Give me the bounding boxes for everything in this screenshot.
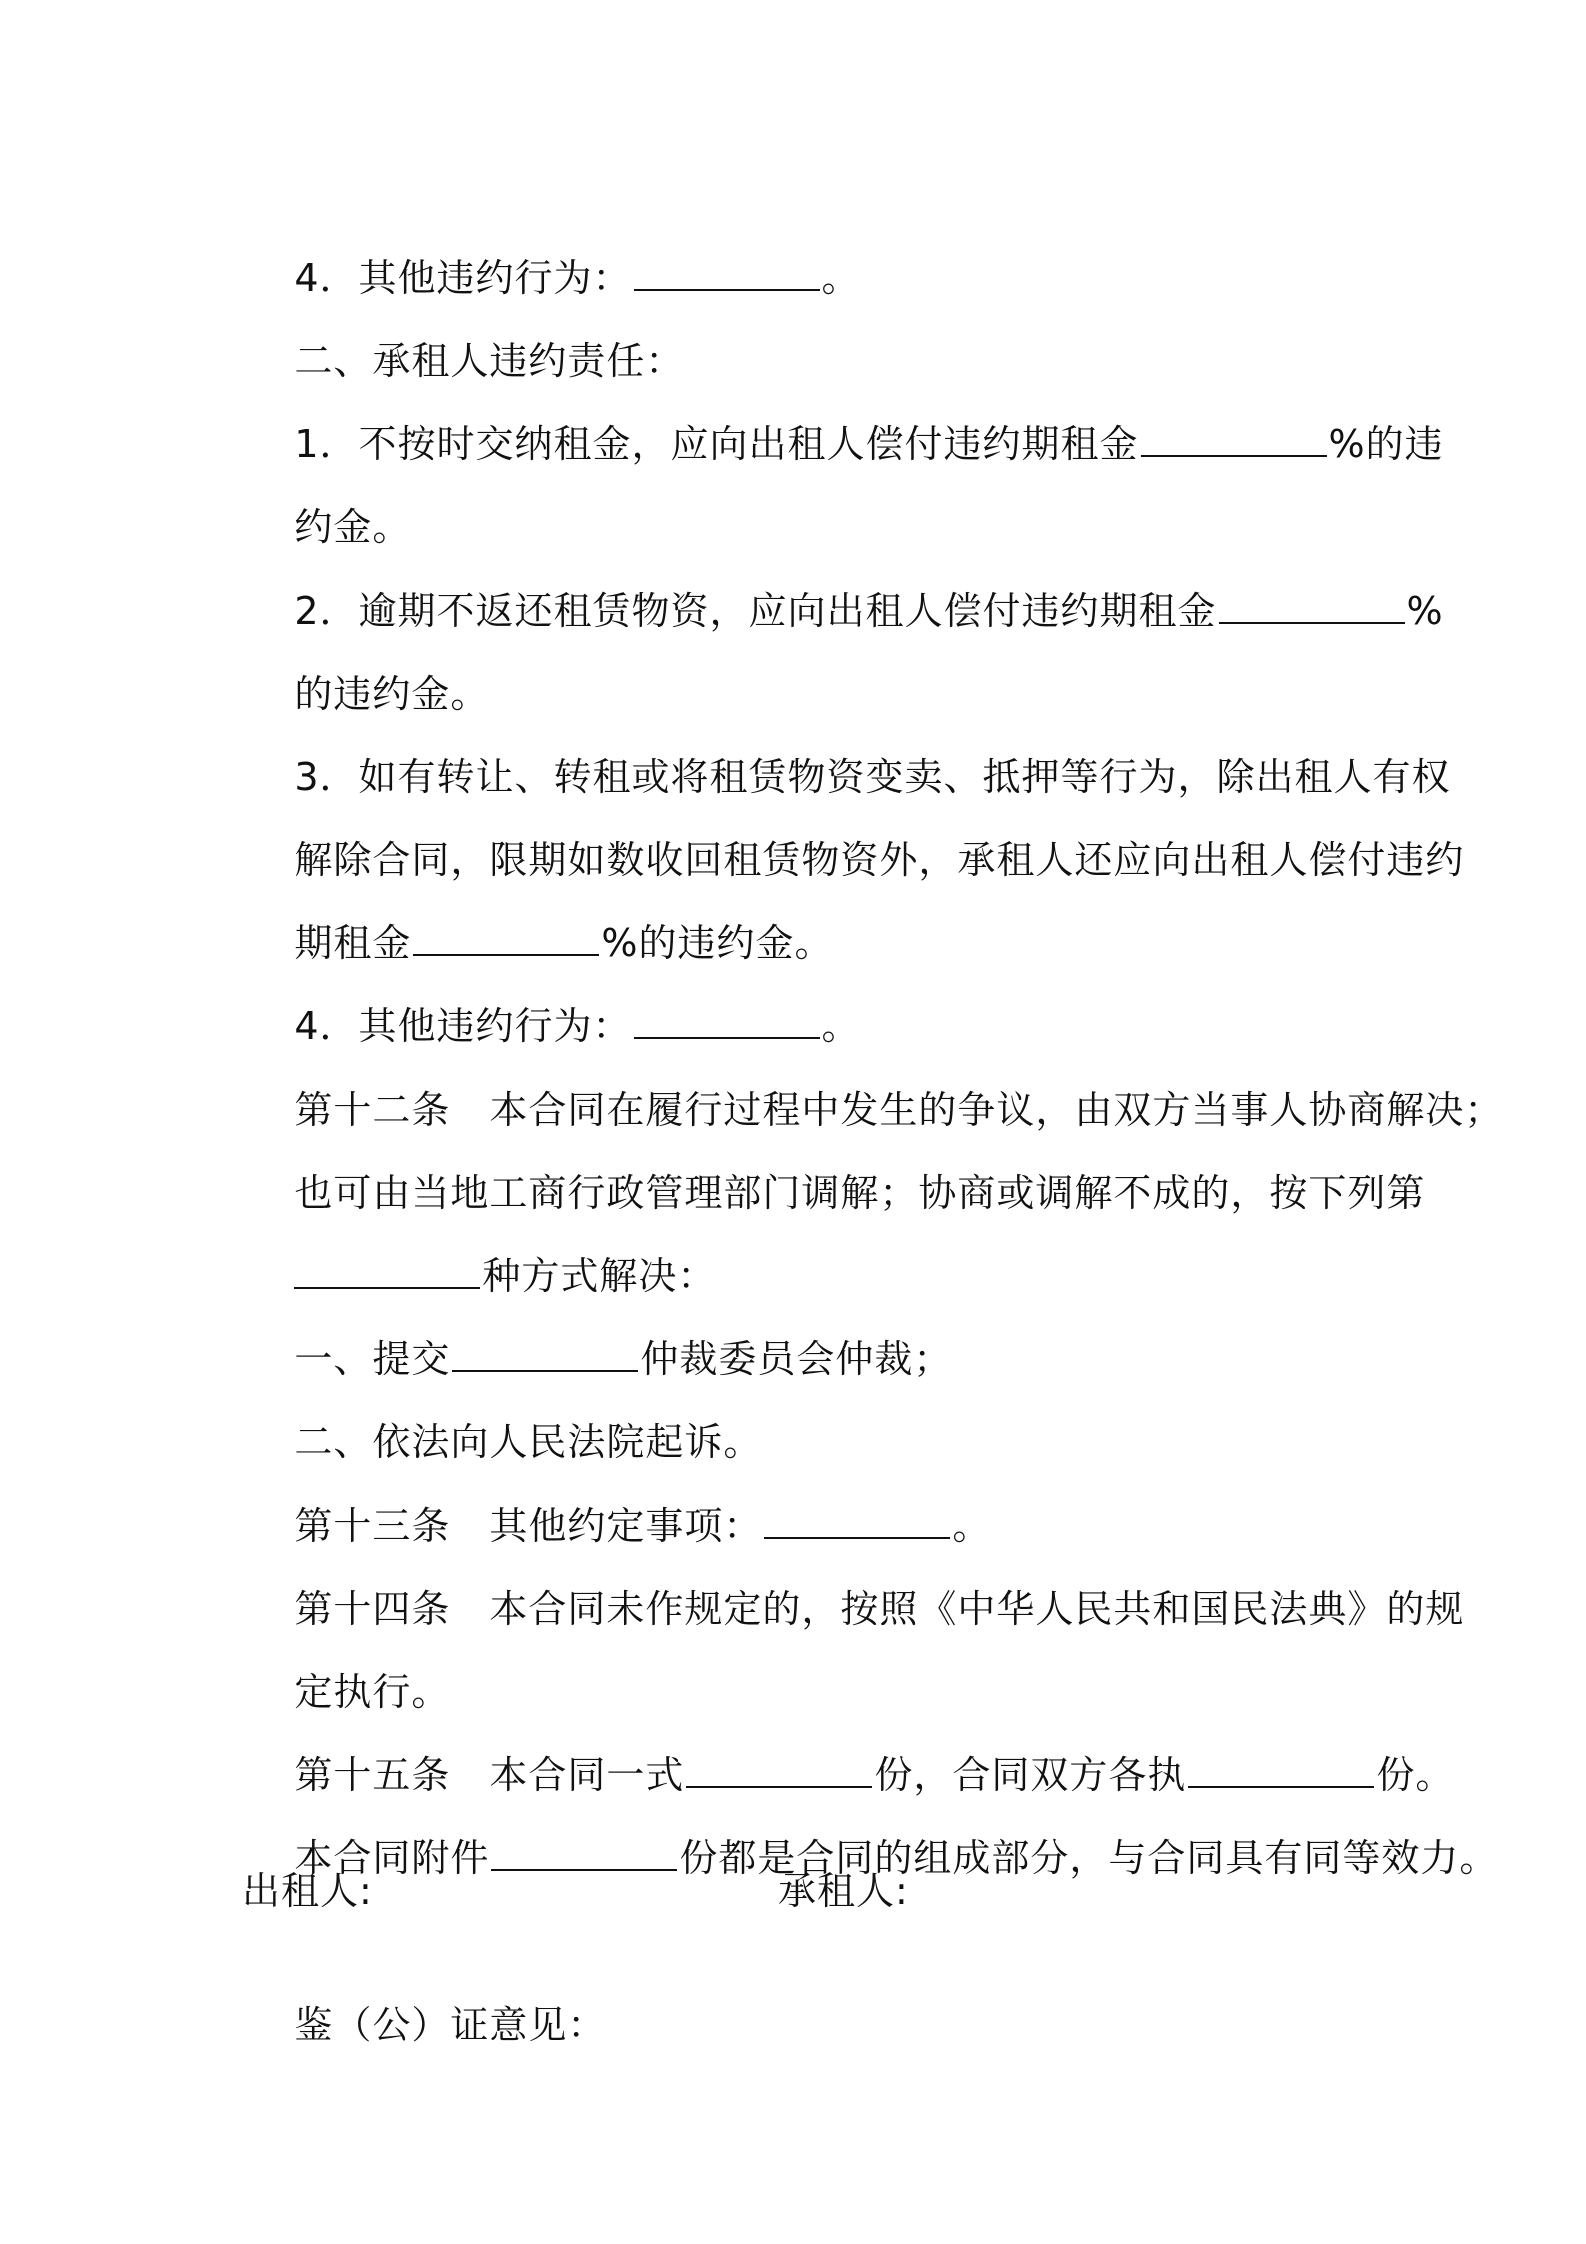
clause-text: 4．其他违约行为：	[294, 1004, 632, 1048]
clause-text: %	[1406, 589, 1444, 633]
blank-field[interactable]	[634, 1001, 820, 1039]
clause-text: 。	[821, 256, 861, 300]
article-text: 第十二条 本合同在履行过程中发生的争议，由双方当事人协商解决；	[294, 1088, 1504, 1132]
section-heading: 二、承租人违约责任：	[294, 339, 685, 383]
blank-field[interactable]	[491, 1833, 677, 1871]
option-text: 二、依法向人民法院起诉。	[294, 1420, 763, 1464]
article-text: 本合同附件	[294, 1836, 490, 1880]
clause-text: %的违约金。	[601, 921, 834, 965]
clause-text: 4．其他违约行为：	[294, 256, 632, 300]
lessee-signature-label	[778, 1866, 909, 1916]
article-text: 第十五条 本合同一式	[294, 1753, 685, 1797]
clause-text: 1．不按时交纳租金，应向出租人偿付违约期租金	[294, 422, 1139, 466]
article-text: 份，合同双方各执	[874, 1753, 1187, 1797]
clause-text: 3．如有转让、转租或将租赁物资变卖、抵押等行为，除出租人有权	[294, 755, 1451, 799]
clause-text: 期租金	[294, 921, 412, 965]
article-text: 也可由当地工商行政管理部门调解；协商或调解不成的，按下列第	[294, 1171, 1426, 1215]
clause-text: %的违	[1328, 422, 1444, 466]
blank-field[interactable]	[1141, 419, 1327, 457]
lessor-signature-label	[242, 1866, 373, 1916]
option-text: 仲裁委员会仲裁；	[640, 1337, 953, 1381]
article-text: 份都是合同的组成部分，与合同具有同等效力。	[679, 1836, 1499, 1880]
clause-text: 约金。	[294, 505, 412, 549]
clause-text: 。	[821, 1004, 861, 1048]
article-text: 。	[952, 1504, 992, 1548]
clause-late-rent	[242, 369, 1444, 519]
clause-text: 2．逾期不返还租赁物资，应向出租人偿付违约期租金	[294, 589, 1217, 633]
signature-label: 承租人:	[778, 1869, 909, 1913]
clause-text: 解除合同，限期如数收回租赁物资外，承租人还应向出租人偿付违约	[294, 838, 1465, 882]
article-text: 第十三条 其他约定事项：	[294, 1504, 763, 1548]
notary-opinion	[242, 1950, 606, 2100]
blank-field[interactable]	[1219, 586, 1405, 624]
notary-label: 鉴（公）证意见：	[294, 2003, 607, 2047]
clause-text: 的违约金。	[294, 672, 490, 716]
article-text: 种方式解决：	[482, 1254, 717, 1298]
article-text: 第十四条 本合同未作规定的，按照《中华人民共和国民法典》的规	[294, 1587, 1465, 1631]
article-text: 定执行。	[294, 1670, 451, 1714]
signature-label: 出租人:	[242, 1869, 373, 1913]
article-text: 份。	[1376, 1753, 1455, 1797]
option-text: 一、提交	[294, 1337, 451, 1381]
